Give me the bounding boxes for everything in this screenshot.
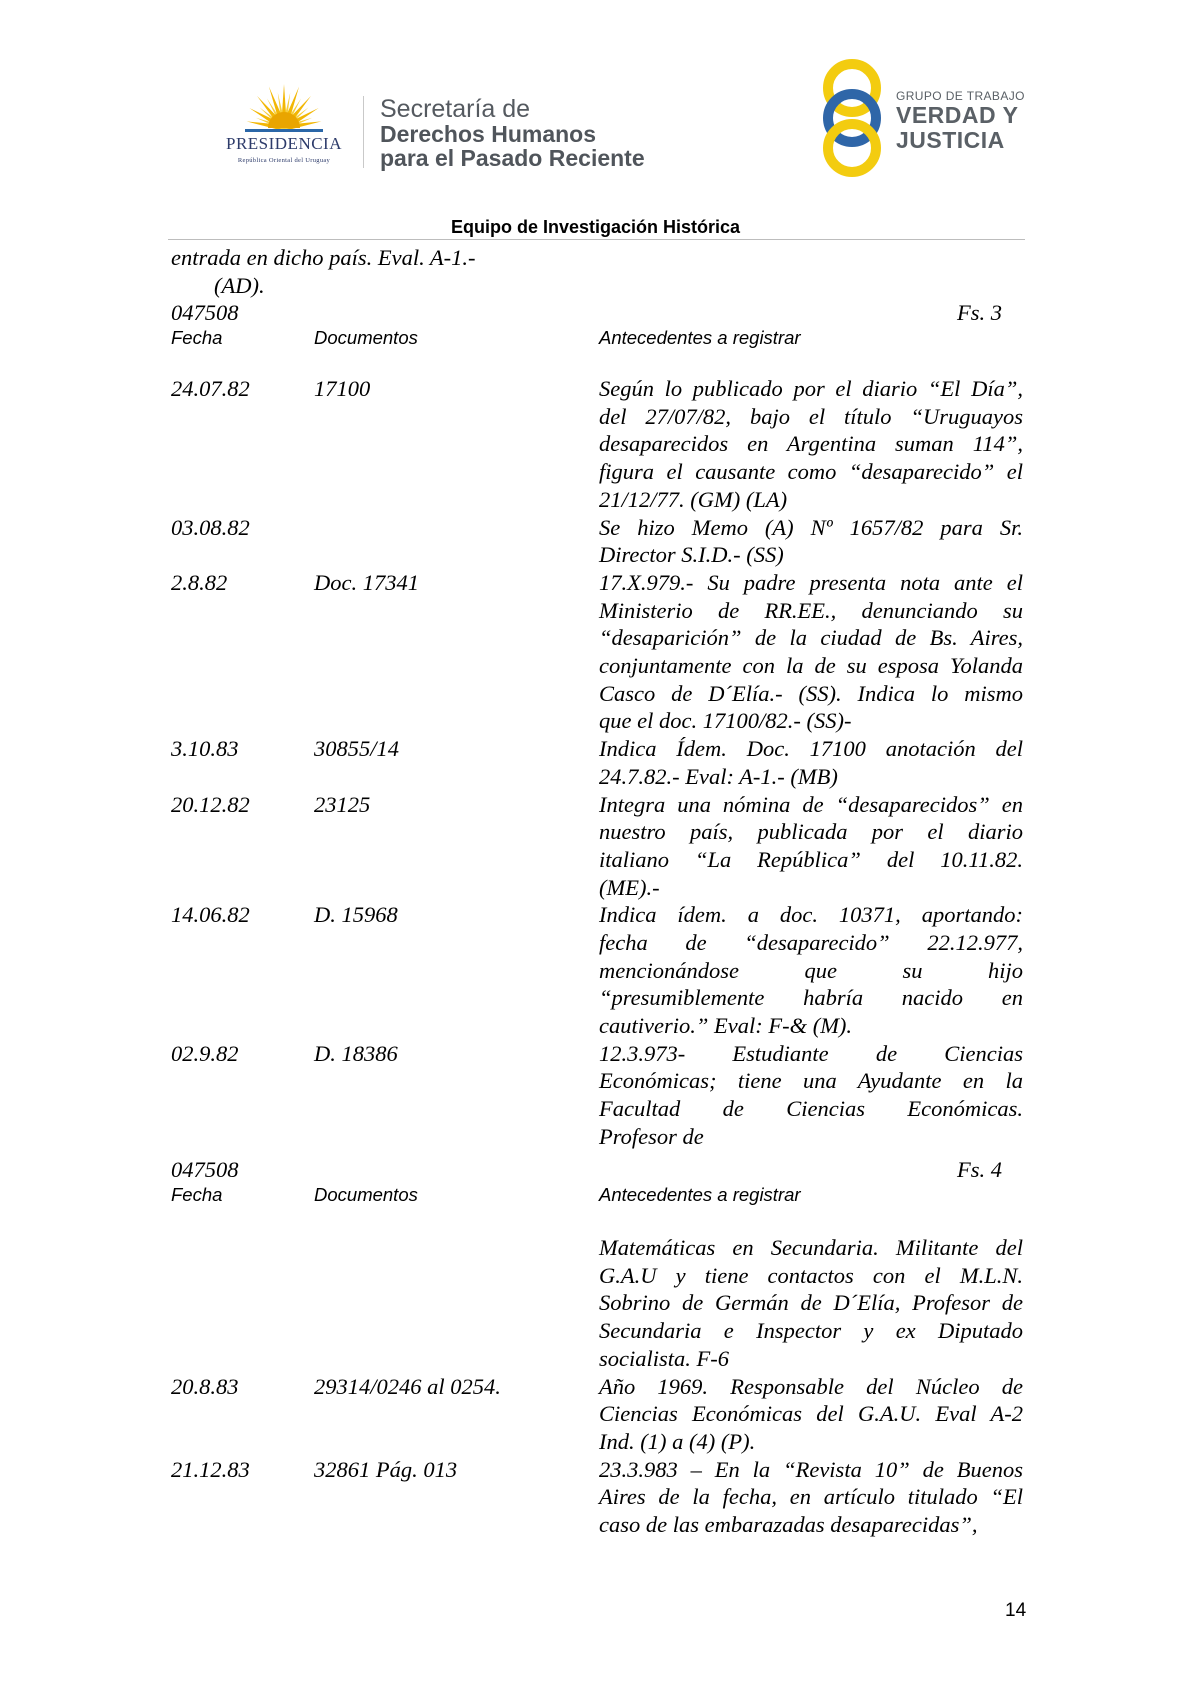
entry-antecedentes <box>599 901 1023 1039</box>
entry-text-line: desaparecidos en Argentina suman 114”, <box>599 431 1023 457</box>
entry-text-line: “presumiblemente habría nacido en <box>599 985 1023 1011</box>
entry-text-line: Se hizo Memo (A) Nº 1657/82 para Sr. <box>599 514 1023 540</box>
entry-text-line: Profesor de <box>599 1123 704 1149</box>
entry-text-line: cautiverio.” Eval: F-& (M). <box>599 1013 853 1039</box>
entry-antecedentes <box>599 1373 1023 1456</box>
entry-antecedentes <box>599 514 1023 569</box>
entry-text-line: 12.3.973- Estudiante de Ciencias <box>599 1040 1023 1066</box>
secretaria-line-2: Derechos Humanos <box>380 121 597 147</box>
entry-antecedentes <box>599 375 1023 513</box>
entry-text-line: Facultad de Ciencias Económicas. <box>599 1096 1023 1122</box>
entry-text-line: 23.3.983 – En la “Revista 10” de Buenos <box>599 1456 1023 1482</box>
sun-emblem-icon <box>245 82 323 134</box>
entry-text-line: Año 1969. Responsable del Núcleo de <box>599 1373 1023 1399</box>
entry-antecedentes <box>599 1456 1023 1539</box>
entry-document: 30855/14 <box>314 736 400 762</box>
entry-date: 03.08.82 <box>171 514 250 540</box>
header-rule <box>168 239 1025 240</box>
intro-line-2: (AD). <box>214 273 265 298</box>
entry-date: 3.10.83 <box>171 736 239 762</box>
entry-text-line: Ciencias Económicas del G.A.U. Eval A-2 <box>599 1401 1023 1427</box>
secretaria-logo-text <box>380 96 645 170</box>
entry-text-line: Director S.I.D.- (SS) <box>599 542 784 568</box>
entry-text-line: Indica Ídem. Doc. 17100 anotación del <box>599 736 1023 762</box>
entry-document: D. 15968 <box>314 902 398 928</box>
column-header-antecedentes: Antecedentes a registrar <box>599 327 801 348</box>
entry-antecedentes <box>599 735 1023 790</box>
entry-antecedentes <box>599 791 1023 902</box>
entry-document: 29314/0246 al 0254. <box>314 1373 501 1399</box>
column-header-fecha: Fecha <box>171 1184 223 1205</box>
entry-text-line: Sobrino de Germán de D´Elía, Profesor de <box>599 1290 1023 1316</box>
entry-text-line: (ME).- <box>599 874 660 900</box>
entry-document: 23125 <box>314 791 371 817</box>
entry-text-line: 24.7.82.- Eval: A-1.- (MB) <box>599 763 838 789</box>
entry-text-line: 21/12/77. (GM) (LA) <box>599 486 788 512</box>
verdad-justicia-logo-text <box>896 89 1025 153</box>
folio-number: Fs. 4 <box>957 1157 1002 1182</box>
verdad-y-label: VERDAD Y <box>896 102 1019 128</box>
entry-document: D. 18386 <box>314 1040 398 1066</box>
grupo-de-trabajo-label: GRUPO DE TRABAJO <box>896 89 1025 103</box>
folio-code: 047508 <box>171 300 239 325</box>
entry-text-line: “desaparición” de la ciudad de Bs. Aires, <box>599 625 1023 651</box>
entry-date: 24.07.82 <box>171 376 250 401</box>
presidencia-logo <box>205 82 363 174</box>
entry-text-line: figura el causante como “desaparecido” el <box>599 459 1023 485</box>
team-title: Equipo de Investigación Histórica <box>450 217 741 237</box>
folio-number: Fs. 3 <box>957 300 1002 325</box>
justicia-label: JUSTICIA <box>896 127 1005 153</box>
column-header-fecha: Fecha <box>171 327 223 348</box>
entry-text-line: Ministerio de RR.EE., denunciando su <box>599 597 1023 623</box>
entry-text-line: mencionándose que su hijo <box>599 957 1023 983</box>
column-header-documentos: Documentos <box>314 327 418 348</box>
entry-document: 32861 Pág. 013 <box>314 1456 458 1482</box>
entry-text-line: 17.X.979.- Su padre presenta nota ante el <box>599 569 1023 595</box>
entry-text-line: que el doc. 17100/82.- (SS)- <box>599 708 852 734</box>
secretaria-line-1: Secretaría de <box>380 95 531 123</box>
entry-text-line: G.A.U y tiene contactos con el M.L.N. <box>599 1262 1023 1288</box>
folio-code: 047508 <box>171 1157 239 1182</box>
entry-text-line: Integra una nómina de “desaparecidos” en <box>599 791 1023 817</box>
entry-antecedentes <box>599 569 1023 735</box>
entry-text-line: socialista. F-6 <box>599 1345 729 1371</box>
entry-text-line: caso de las embarazadas desaparecidas”, <box>599 1511 978 1537</box>
entry-text-line: conjuntamente con la de su esposa Yolanda <box>599 652 1023 678</box>
presidencia-wordmark: PRESIDENCIA <box>225 134 342 153</box>
entry-date: 14.06.82 <box>171 902 250 928</box>
entry-date: 02.9.82 <box>171 1040 239 1066</box>
intro-line-1: entrada en dicho país. Eval. A-1.- <box>171 245 476 270</box>
entry-text-line: Ind. (1) a (4) (P). <box>599 1428 756 1454</box>
column-header-antecedentes: Antecedentes a registrar <box>599 1184 801 1205</box>
entry-text-line: Aires de la fecha, en artículo titulado “El <box>599 1484 1023 1510</box>
page-number: 14 <box>1005 1600 1027 1621</box>
entry-text-line: Indica ídem. a doc. 10371, aportando: <box>599 902 1023 928</box>
entry-text-line: Casco de D´Elía.- (SS). Indica lo mismo <box>599 680 1023 706</box>
entry-text-line: italiano “La República” del 10.11.82. <box>599 846 1023 872</box>
entry-antecedentes <box>599 1040 1023 1151</box>
entry-date: 20.8.83 <box>171 1373 239 1399</box>
entry-text-line: Según lo publicado por el diario “El Día”, <box>599 376 1023 401</box>
entry-document: 17100 <box>314 376 371 401</box>
page-header <box>0 0 1191 237</box>
secretaria-line-3: para el Pasado Reciente <box>380 145 645 171</box>
entry-text-line: Secundaria e Inspector y ex Diputado <box>599 1318 1023 1344</box>
entry-text-line: nuestro país, publicada por el diario <box>599 819 1023 845</box>
header-divider <box>363 96 364 168</box>
entry-document: Doc. 17341 <box>314 569 419 595</box>
column-header-documentos: Documentos <box>314 1184 418 1205</box>
entry-date: 2.8.82 <box>171 569 228 595</box>
entry-text-line: Económicas; tiene una Ayudante en la <box>599 1068 1023 1094</box>
entry-date: 20.12.82 <box>171 791 250 817</box>
presidencia-subtitle: República Oriental del Uruguay <box>237 157 331 164</box>
entry-antecedentes <box>599 1234 1023 1372</box>
entry-text-line: Matemáticas en Secundaria. Militante del <box>599 1235 1023 1260</box>
entry-text-line: fecha de “desaparecido” 22.12.977, <box>599 929 1023 955</box>
entry-text-line: del 27/07/82, bajo el título “Uruguayos <box>599 403 1023 429</box>
entry-date: 21.12.83 <box>171 1456 250 1482</box>
